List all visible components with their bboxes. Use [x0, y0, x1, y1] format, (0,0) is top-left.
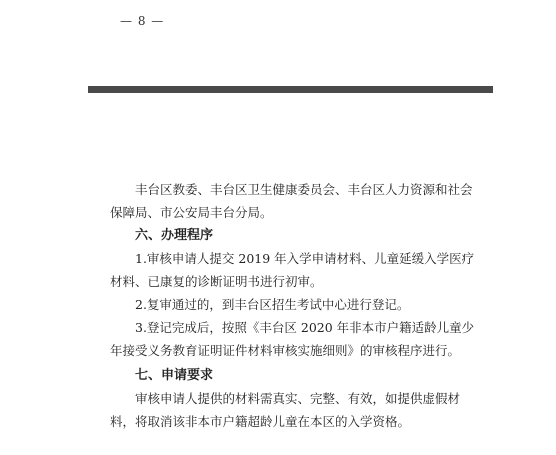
- intro-paragraph: 丰台区教委、丰台区卫生健康委员会、丰台区人力资源和社会保障局、市公安局丰台分局。: [110, 182, 473, 220]
- procedure-step-3: 3.登记完成后，按照《丰台区 2020 年非本市户籍适龄儿童少年接受义务教育证明证件材料审核实施细则》的审核程序进行。: [110, 320, 475, 358]
- section-heading-procedure: 六、办理程序: [135, 228, 214, 243]
- requirement-paragraph: 审核申请人提供的材料需真实、完整、有效，如提供虚假材料，将取消该非本市户籍超龄儿童在本区的入学资格。: [110, 391, 461, 429]
- header-divider: [88, 86, 493, 93]
- page-number: — 8 —: [120, 14, 165, 28]
- document-body: [110, 178, 480, 433]
- procedure-step-1: 1.审核申请人提交 2019 年入学申请材料、儿童延缓入学医疗材料、已康复的诊断证明书进行初审。: [110, 251, 475, 289]
- section-heading-requirements: 七、申请要求: [135, 368, 214, 383]
- procedure-step-2: 2.复审通过的，到丰台区招生考试中心进行登记。: [135, 297, 410, 312]
